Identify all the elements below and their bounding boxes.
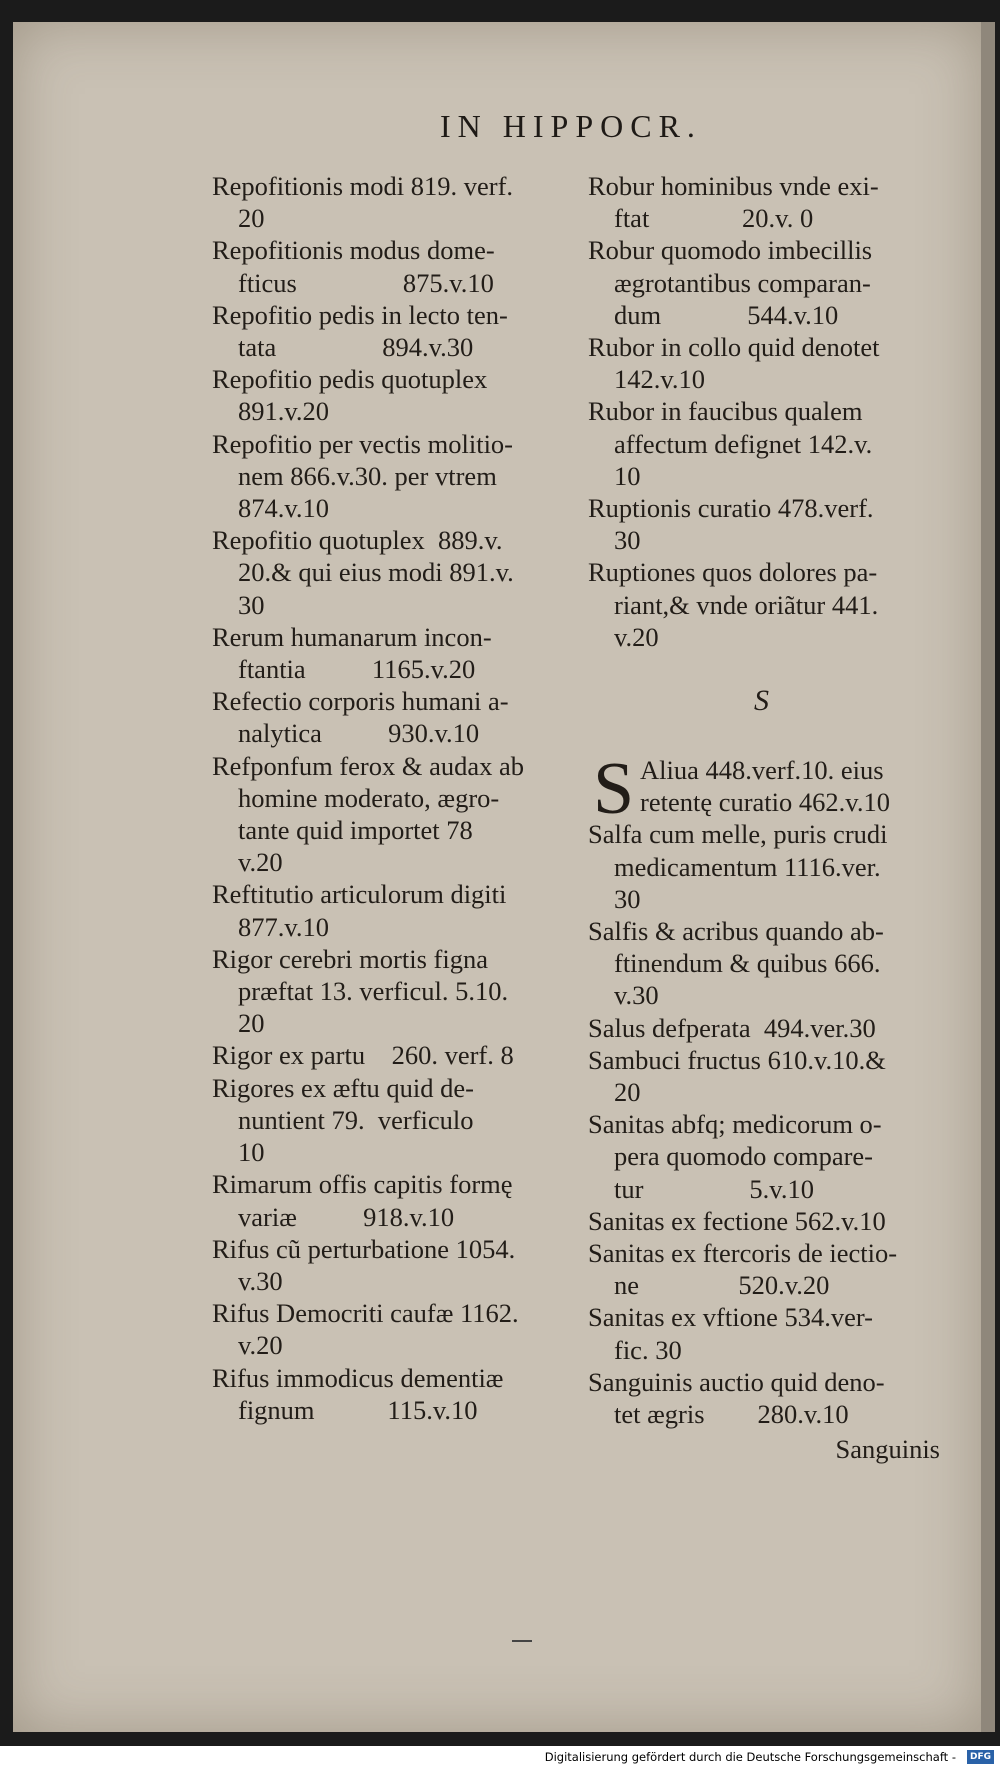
index-entry-line: Rifus cũ perturbatione 1054. [212,1233,516,1264]
index-entry [212,428,572,525]
index-entry-line: Repofitio pedis in lecto ten- [212,299,508,330]
index-entry [212,1168,572,1232]
index-entry-line: ægrotantibus comparan- [614,267,871,298]
index-entry-line: Refponfum ferox & audax ab [212,750,525,781]
index-entry-line: fic. 30 [614,1334,682,1365]
index-entry-line: homine moderato, ægro- [238,782,500,813]
dfg-logo: DFG [967,1750,994,1764]
index-entry [588,754,950,818]
index-entry-line: 10 [614,460,641,491]
index-entry-line: tante quid importet 78 [238,815,473,846]
index-entry-line: Rigor cerebri mortis figna [212,943,488,974]
index-entry-line: præftat 13. verficul. 5.10. [238,976,509,1007]
index-entry-line: Repofitio pedis quotuplex [212,364,488,395]
index-entry-line: fticus 875.v.10 [238,267,494,298]
index-entry [212,1362,572,1426]
index-entry [212,299,572,363]
index-entry [588,1237,950,1301]
index-entry-line: Rubor in faucibus qualem [588,396,863,427]
index-entry [588,915,950,1012]
index-entry-line: 20 [238,203,265,234]
index-entry-line: 30 [614,525,641,556]
index-entry-line: Robur hominibus vnde exi- [588,171,879,201]
index-entry-line: 20.& qui eius modi 891.v. [238,557,514,588]
index-entry-line: Salfa cum melle, puris crudi [588,819,888,850]
index-entry-line: 30 [238,589,265,620]
index-entry-line: riant,& vnde oriãtur 441. [614,589,879,620]
index-entry-line: ftat 20.v. 0 [614,203,814,234]
index-entry-line: Repofitionis modi 819. verf. [212,171,514,201]
index-entry [212,943,572,1040]
index-entry-line: tet ægris 280.v.10 [614,1399,849,1430]
index-entry-line: variæ 918.v.10 [238,1201,455,1232]
index-entry [588,1205,950,1237]
footer-credit: Digitalisierung gefördert durch die Deutsche Forschungsgemeinschaft - [544,1750,956,1764]
index-entry [588,556,950,653]
index-entry-line: v.20 [238,1330,283,1361]
index-entry [212,1233,572,1297]
index-entry-line: ftantia 1165.v.20 [238,654,476,685]
index-entry-line: affectum defignet 142.v. [614,428,873,459]
index-entry [212,234,572,298]
index-entry-line: tata 894.v.30 [238,332,474,363]
index-entry-line: Rifus immodicus dementiæ [212,1362,504,1393]
index-entry [212,621,572,685]
index-entry [588,395,950,492]
index-entry-line: Salfis & acribus quando ab- [588,916,884,947]
index-entry-line: Sanitas ex fectione 562.v.10 [588,1205,886,1236]
index-entry [212,750,572,879]
index-entry-line: 891.v.20 [238,396,330,427]
index-entry-line: v.30 [614,980,659,1011]
index-entry-line: Salus defperata 494.ver.30 [588,1012,876,1043]
index-entry-line: 20 [238,1008,265,1039]
index-entry [212,363,572,427]
index-entry-line: 142.v.10 [614,364,706,395]
index-entry-line: v.30 [238,1265,283,1296]
index-entry-line: Sambuci fructus 610.v.10.& [588,1044,886,1075]
index-entry [588,818,950,915]
index-entry [588,1108,950,1205]
index-entry [212,170,572,234]
index-entry-line: Repofitionis modus dome- [212,235,495,266]
index-entry-line: Reftitutio articulorum digiti [212,879,507,910]
index-entry-line: nuntient 79. verficulo [238,1104,474,1135]
index-entry-line: Rigor ex partu 260. verf. 8 [212,1040,514,1071]
index-entry-line: 20 [614,1077,641,1108]
index-entry [588,234,950,331]
index-entry [588,1012,950,1044]
index-entry-line: tur 5.v.10 [614,1173,814,1204]
index-entry-line: Refectio corporis humani a- [212,686,509,717]
index-entry [212,878,572,942]
index-entry-line: Sanguinis auctio quid deno- [588,1366,885,1397]
index-entry-line: fignum 115.v.10 [238,1394,478,1425]
drop-cap-initial: S [593,748,635,830]
index-entry-line: pera quomodo compare- [614,1141,874,1172]
index-entry-line: 10 [238,1137,265,1168]
index-entry [588,170,950,234]
index-entry-line: Aliua 448.verf.10. eius [640,755,884,785]
index-column-right-s [588,748,950,1430]
index-entry [212,1039,572,1071]
index-entry [212,1297,572,1361]
index-entry-line: ftinendum & quibus 666. [614,948,881,979]
running-header: IN HIPPOCR. [440,108,702,144]
index-entry-line: Ruptionis curatio 478.verf. [588,493,874,524]
section-letter-heading: S [754,684,769,717]
index-entry-line: nem 866.v.30. per vtrem [238,460,497,491]
digitization-footer [0,1746,1000,1768]
index-column-right-r [588,170,950,653]
index-entry-line: 877.v.10 [238,911,330,942]
index-entry-line: Rimarum offis capitis formę [212,1169,513,1200]
index-entry-line: nalytica 930.v.10 [238,718,480,749]
index-entry-line: dum 544.v.10 [614,299,839,330]
index-entry-line: Rifus Democriti caufæ 1162. [212,1298,519,1329]
index-entry [212,685,572,749]
index-entry [212,524,572,621]
index-entry-line: Repofitio quotuplex 889.v. [212,525,503,556]
index-entry-line: 874.v.10 [238,493,330,524]
index-entry-line: Robur quomodo imbecillis [588,235,873,266]
index-entry-line: Sanitas ex ftercoris de iectio- [588,1238,898,1269]
index-entry [588,1044,950,1108]
index-entry-line: 30 [614,883,641,914]
index-entry-line: retentę curatio 462.v.10 [640,787,890,818]
page-mark [512,1640,532,1642]
index-entry-line: Rubor in collo quid denotet [588,332,880,363]
index-entry [588,1366,950,1430]
index-entry-line: Sanitas ex vftione 534.ver- [588,1302,874,1333]
index-entry-line: ne 520.v.20 [614,1270,830,1301]
index-entry-line: Ruptiones quos dolores pa- [588,557,878,588]
index-column-left [212,170,572,1426]
index-entry-line: Sanitas abfq; medicorum o- [588,1109,882,1140]
index-entry-line: medicamentum 1116.ver. [614,851,881,882]
index-entry-line: Repofitio per vectis molitio- [212,428,514,459]
index-entry-line: v.20 [238,847,283,878]
index-entry [588,492,950,556]
index-entry [588,331,950,395]
index-entry-line: Rerum humanarum incon- [212,621,492,652]
index-entry-line: Rigores ex æftu quid de- [212,1072,475,1103]
index-entry [588,1301,950,1365]
page-edge [981,22,995,1732]
index-entry-line: v.20 [614,621,659,652]
catchword: Sanguinis [835,1434,940,1464]
index-entry [212,1072,572,1169]
